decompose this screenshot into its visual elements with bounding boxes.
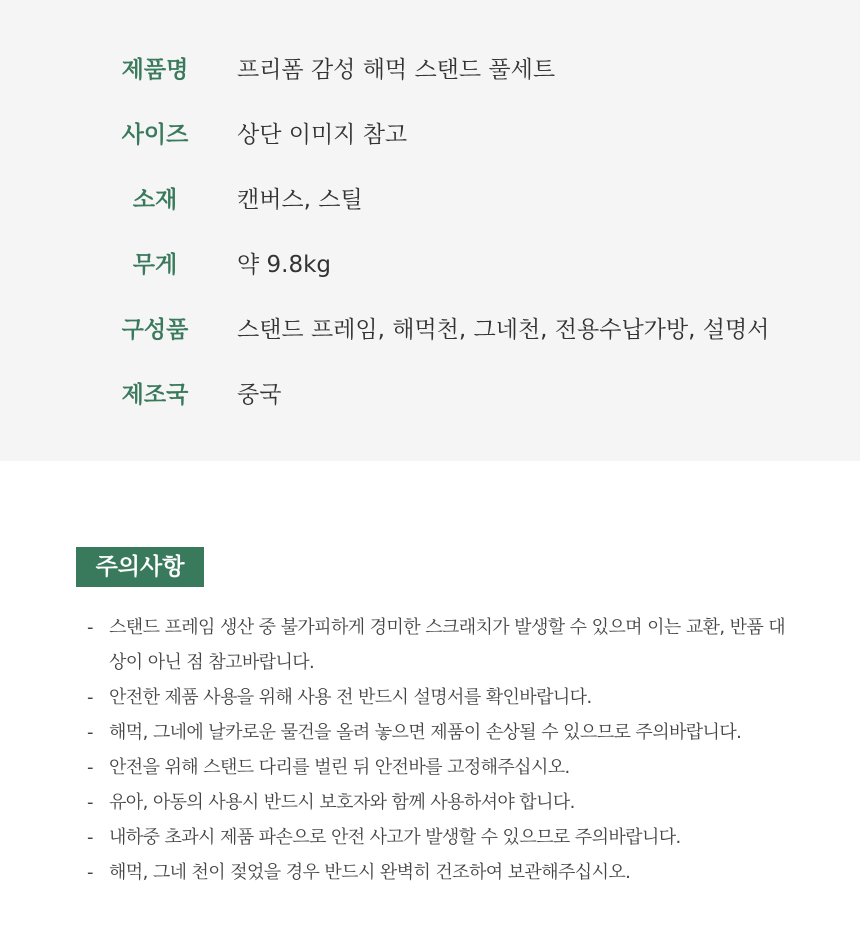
spec-row-material <box>0 180 860 220</box>
spec-row-components <box>0 310 860 350</box>
notice-text: 내하중 초과시 제품 파손으로 안전 사고가 발생할 수 있으므로 주의바랍니다. <box>109 827 681 848</box>
spec-value: 상단 이미지 참고 <box>237 122 408 148</box>
bullet-dash: - <box>87 617 93 638</box>
notice-text: 유아, 아동의 사용시 반드시 보호자와 함께 사용하셔야 합니다. <box>109 792 575 813</box>
spec-label: 제품명 <box>121 57 189 83</box>
spec-value: 프리폼 감성 해먹 스탠드 풀세트 <box>237 57 556 83</box>
notice-text: 안전을 위해 스탠드 다리를 벌린 뒤 안전바를 고정해주십시오. <box>109 757 570 778</box>
bullet-dash: - <box>87 722 93 743</box>
spec-label: 구성품 <box>121 317 189 343</box>
notice-list <box>87 610 787 890</box>
notice-item <box>87 855 787 890</box>
spec-label: 제조국 <box>121 382 189 408</box>
notice-item <box>87 785 787 820</box>
notice-item <box>87 715 787 750</box>
spec-row-weight <box>0 245 860 285</box>
notice-text: 해먹, 그네 천이 젖었을 경우 반드시 완벽히 건조하여 보관해주십시오. <box>109 862 631 883</box>
notice-text: 안전한 제품 사용을 위해 사용 전 반드시 설명서를 확인바랍니다. <box>109 687 592 708</box>
spec-value: 스탠드 프레임, 해먹천, 그네천, 전용수납가방, 설명서 <box>237 317 770 343</box>
notice-text: 스탠드 프레임 생산 중 불가피하게 경미한 스크래치가 발생할 수 있으며 이는 교환, 반품 대상이 아닌 점 참고바랍니다. <box>109 617 786 673</box>
spec-row-product-name <box>0 50 860 90</box>
notice-item <box>87 750 787 785</box>
spec-label: 사이즈 <box>121 122 189 148</box>
notice-title-badge: 주의사항 <box>76 547 204 587</box>
spec-label: 무게 <box>132 252 178 278</box>
notice-item <box>87 680 787 715</box>
bullet-dash: - <box>87 827 93 848</box>
spec-table <box>0 0 860 461</box>
notice-item <box>87 820 787 855</box>
bullet-dash: - <box>87 862 93 883</box>
spec-value: 중국 <box>237 382 282 408</box>
notice-item <box>87 610 787 680</box>
spec-row-origin <box>0 375 860 415</box>
bullet-dash: - <box>87 792 93 813</box>
notice-text: 해먹, 그네에 날카로운 물건을 올려 놓으면 제품이 손상될 수 있으므로 주의바랍니다. <box>109 722 742 743</box>
spec-row-size <box>0 115 860 155</box>
bullet-dash: - <box>87 687 93 708</box>
spec-label: 소재 <box>132 187 178 213</box>
bullet-dash: - <box>87 757 93 778</box>
spec-value: 캔버스, 스틸 <box>237 187 363 213</box>
spec-value: 약 9.8kg <box>237 252 332 278</box>
